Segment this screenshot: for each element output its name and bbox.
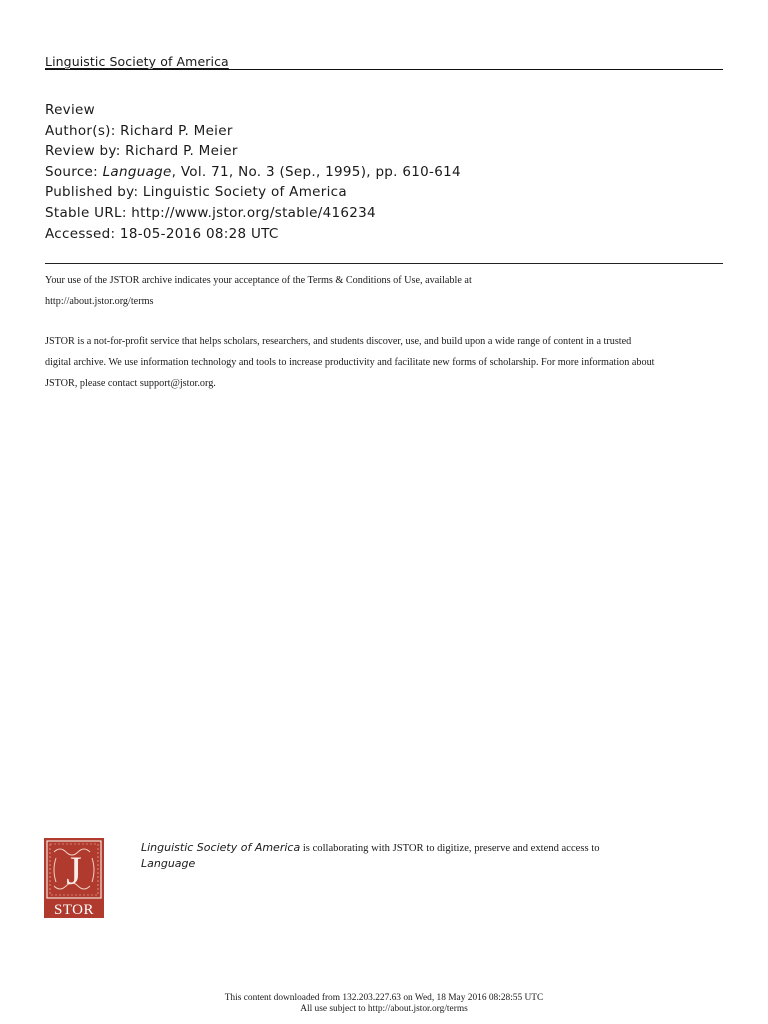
review-by-line: Review by: Richard P. Meier: [45, 143, 238, 160]
accessed-line: Accessed: 18-05-2016 08:28 UTC: [45, 225, 279, 242]
divider: [45, 263, 723, 264]
source-journal: Language: [102, 163, 172, 180]
stable-url-link[interactable]: Stable URL: http://www.jstor.org/stable/416234: [45, 204, 376, 221]
jstor-logo-graphic: [44, 838, 104, 918]
collab-text: is collaborating with JSTOR to digitize, preserve and extend access to: [300, 843, 600, 854]
jstor-text-line-2: digital archive. We use information technology and tools to increase productivity and facilitate new forms of scholarship. For more information about: [45, 357, 655, 368]
terms-link[interactable]: http://about.jstor.org/terms: [45, 296, 154, 307]
jstor-text-line-3: JSTOR, please contact support@jstor.org.: [45, 378, 216, 389]
citation-block: [45, 100, 461, 244]
source-details: , Vol. 71, No. 3 (Sep., 1995), pp. 610-614: [171, 163, 461, 180]
terms-notice: [45, 270, 725, 312]
collaboration-note: [141, 840, 741, 872]
jstor-logo-icon: [44, 838, 104, 918]
collab-publisher: Linguistic Society of America: [141, 841, 301, 854]
terms-text: Your use of the JSTOR archive indicates your acceptance of the Terms & Conditions of Use, available at: [45, 275, 472, 286]
authors-line: Author(s): Richard P. Meier: [45, 122, 233, 139]
publisher-heading: Linguistic Society of America: [45, 54, 229, 69]
published-by-line: Published by: Linguistic Society of America: [45, 184, 347, 201]
jstor-text-line-1: JSTOR is a not-for-profit service that helps scholars, researchers, and students discover, use, and build upon a wide range of content in a trusted: [45, 336, 632, 347]
download-footer: [0, 993, 768, 1015]
footer-line-1: This content downloaded from 132.203.227.63 on Wed, 18 May 2016 08:28:55 UTC: [224, 993, 544, 1003]
logo-wordmark: STOR: [53, 902, 95, 918]
source-prefix: Source:: [45, 163, 103, 180]
item-type: Review: [45, 102, 95, 118]
source-line: [45, 162, 461, 183]
jstor-notice: [45, 331, 725, 394]
footer-line-2: All use subject to http://about.jstor.org/terms: [300, 1004, 468, 1014]
logo-letter-j: J: [66, 848, 82, 893]
header-bar: [45, 53, 723, 70]
collab-journal: Language: [141, 857, 196, 870]
